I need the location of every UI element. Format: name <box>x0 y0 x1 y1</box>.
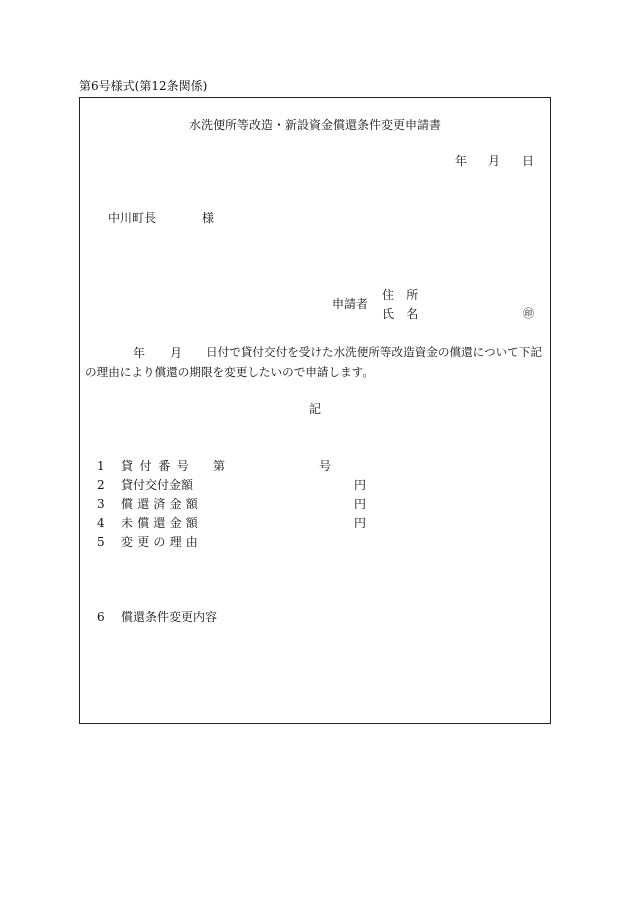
item-number: 1 <box>97 459 105 473</box>
item-suffix: 号 <box>319 459 332 473</box>
item-label: 変更の理由 <box>121 535 203 549</box>
date-day: 日 <box>522 154 535 168</box>
date-month: 月 <box>488 154 501 168</box>
item-label: 償還条件変更内容 <box>121 610 218 624</box>
body-year: 年 <box>133 346 146 360</box>
item-label: 貸付交付金額 <box>121 478 194 492</box>
body-line1-text: 日付で貸付交付を受けた水洗便所等改造資金の償還について下記 <box>206 345 542 359</box>
item-number: 6 <box>97 610 105 624</box>
address-label: 住 所 <box>382 288 423 302</box>
body-line2: の理由により償還の期限を変更したいので申請します。 <box>85 365 374 379</box>
item-suffix: 円 <box>354 516 367 530</box>
date-year: 年 <box>455 154 468 168</box>
item-suffix: 円 <box>354 478 367 492</box>
document-title: 水洗便所等改造・新設資金償還条件変更申請書 <box>188 118 441 132</box>
name-label: 氏 名 <box>382 307 423 321</box>
item-label: 未償還金額 <box>121 516 203 530</box>
body-month: 月 <box>170 346 183 360</box>
recipient-honorific: 様 <box>202 211 215 225</box>
recipient-name: 中川町長 <box>108 211 157 225</box>
item-number: 2 <box>97 478 105 492</box>
form-number: 第6号様式(第12条関係) <box>79 79 208 93</box>
item-suffix: 円 <box>354 497 367 511</box>
item-label: 償還済金額 <box>121 497 203 511</box>
applicant-label: 申請者 <box>332 297 369 311</box>
seal-mark: ㊞ <box>523 307 534 320</box>
item-prefix: 第 <box>213 459 226 473</box>
item-number: 3 <box>97 497 105 511</box>
item-number: 5 <box>97 535 105 549</box>
item-label: 貸付番号 <box>121 459 196 473</box>
ki-heading: 記 <box>308 402 321 416</box>
item-number: 4 <box>97 516 105 530</box>
